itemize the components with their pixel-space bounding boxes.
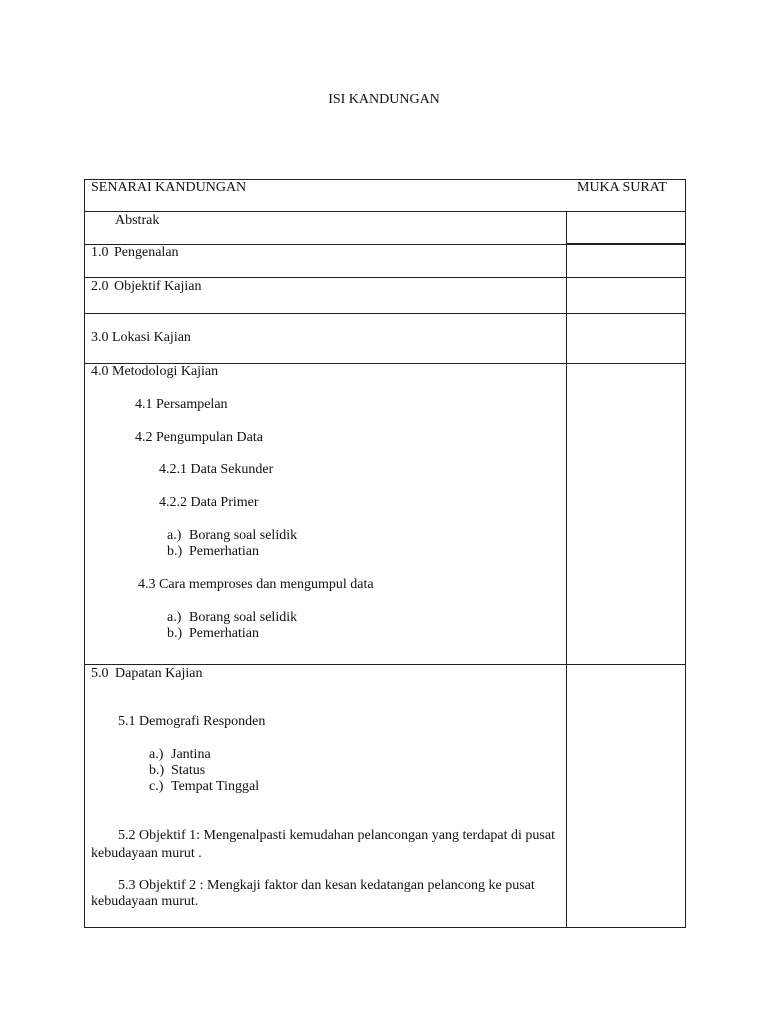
header-contents-list: SENARAI KANDUNGAN <box>91 180 247 195</box>
row-3-label: 3.0 Lokasi Kajian <box>91 330 191 345</box>
row-1-number: 1.0 <box>91 245 109 260</box>
list-item: Pemerhatian <box>189 626 259 641</box>
row-5-2-line2: kebudayaan murut . <box>91 846 202 861</box>
row-4-2-2: 4.2.2 Data Primer <box>159 495 259 510</box>
header-page-number: MUKA SURAT <box>577 180 667 195</box>
list-marker: c.) <box>149 779 164 794</box>
row-5-number: 5.0 <box>91 666 109 681</box>
list-marker: b.) <box>167 626 183 641</box>
list-item: Tempat Tinggal <box>171 779 260 794</box>
row-divider <box>84 277 686 278</box>
list-item: Status <box>171 763 206 778</box>
row-5-label: Dapatan Kajian <box>115 666 203 681</box>
abstrak-page-cell-line <box>566 243 686 244</box>
list-item: Borang soal selidik <box>189 528 298 543</box>
page-title: ISI KANDUNGAN <box>328 92 440 107</box>
row-4-2-1: 4.2.1 Data Sekunder <box>159 462 274 477</box>
row-5-3-line2: kebudayaan murut. <box>91 894 199 909</box>
row-4-3: 4.3 Cara memproses dan mengumpul data <box>138 577 374 592</box>
row-4-2: 4.2 Pengumpulan Data <box>135 430 263 445</box>
list-item: Pemerhatian <box>189 544 259 559</box>
list-marker: a.) <box>167 528 182 543</box>
column-divider <box>566 211 567 928</box>
row-1-label: Pengenalan <box>114 245 179 260</box>
row-5-1: 5.1 Demografi Responden <box>118 714 266 729</box>
row-4-1: 4.1 Persampelan <box>135 397 228 412</box>
list-item: Jantina <box>171 747 211 762</box>
row-divider <box>84 313 686 314</box>
list-marker: a.) <box>149 747 164 762</box>
row-divider <box>84 211 686 212</box>
row-4-heading: 4.0 Metodologi Kajian <box>91 364 219 379</box>
row-5-3-line1: 5.3 Objektif 2 : Mengkaji faktor dan kesan kedatangan pelancong ke pusat <box>118 878 535 893</box>
row-divider <box>84 664 686 665</box>
row-2-label: Objektif Kajian <box>114 279 202 294</box>
row-abstrak: Abstrak <box>115 213 160 228</box>
list-marker: b.) <box>167 544 183 559</box>
row-5-2-line1: 5.2 Objektif 1: Mengenalpasti kemudahan pelancongan yang terdapat di pusat <box>118 828 555 843</box>
list-marker: a.) <box>167 610 182 625</box>
list-marker: b.) <box>149 763 165 778</box>
row-2-number: 2.0 <box>91 279 109 294</box>
list-item: Borang soal selidik <box>189 610 298 625</box>
